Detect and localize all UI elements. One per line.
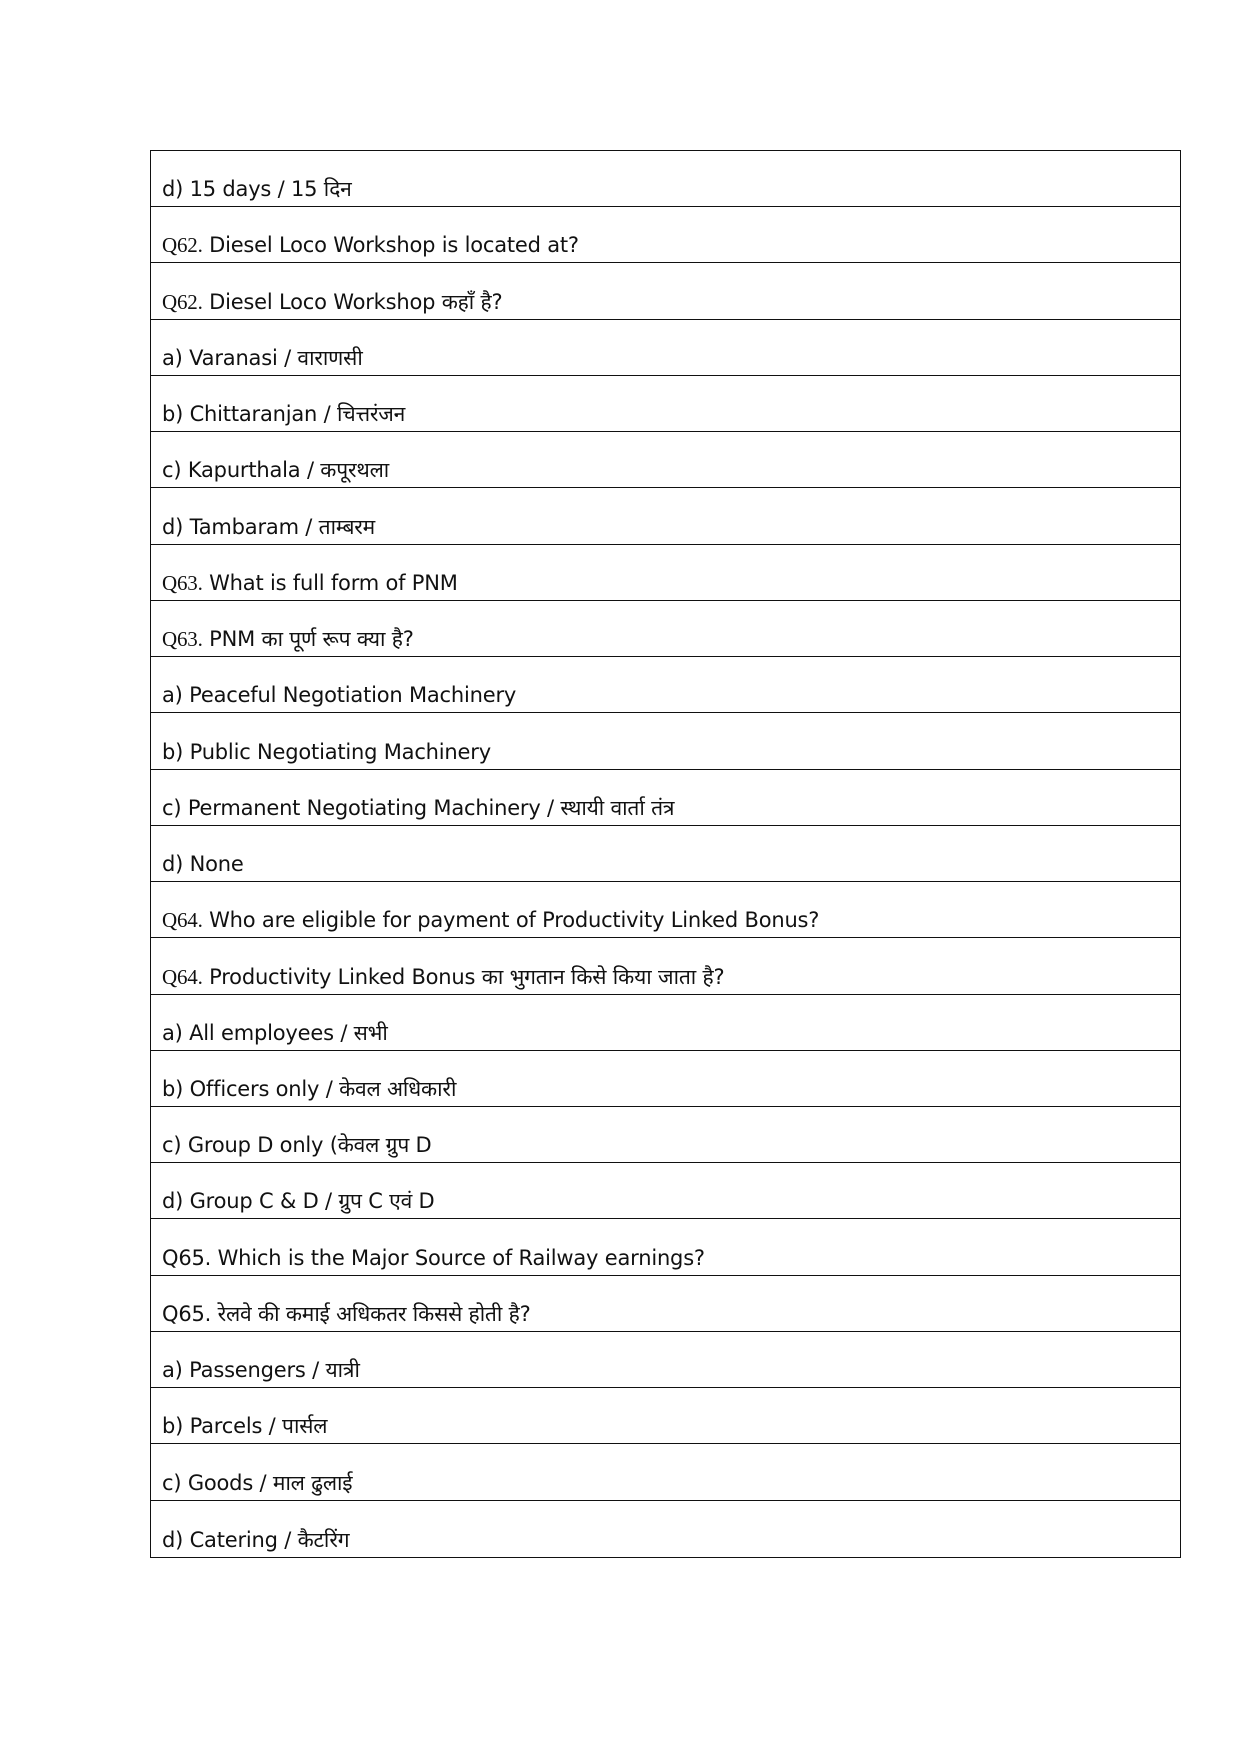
question-number: Q65. xyxy=(162,1301,212,1326)
row-text: b) Public Negotiating Machinery xyxy=(162,739,491,764)
question-row xyxy=(151,207,1180,263)
row-text: Productivity Linked Bonus का भुगतान किसे किया जाता है? xyxy=(202,964,725,989)
question-number: Q62. xyxy=(162,233,203,258)
option-row xyxy=(151,1444,1180,1500)
row-text: c) Group D only (केवल ग्रुप D xyxy=(162,1133,432,1158)
option-row xyxy=(151,826,1180,882)
row-text: b) Chittaranjan / चित्तरंजन xyxy=(162,402,406,427)
question-number: Q64. xyxy=(162,908,203,933)
row-text: b) Officers only / केवल अधिकारी xyxy=(162,1076,457,1101)
row-text: PNM का पूर्ण रूप क्या है? xyxy=(202,627,414,652)
question-table xyxy=(150,150,1181,1558)
question-number: Q62. xyxy=(162,289,203,314)
question-row xyxy=(151,1276,1180,1332)
question-number: Q64. xyxy=(162,964,203,989)
question-row xyxy=(151,1219,1180,1275)
option-row xyxy=(151,151,1180,207)
option-row xyxy=(151,995,1180,1051)
row-text: a) Peaceful Negotiation Machinery xyxy=(162,683,517,708)
option-row xyxy=(151,713,1180,769)
question-row xyxy=(151,601,1180,657)
row-text: d) Group C & D / ग्रुप C एवं D xyxy=(162,1189,435,1214)
option-row xyxy=(151,1107,1180,1163)
option-row xyxy=(151,488,1180,544)
row-text: Who are eligible for payment of Productivity Linked Bonus? xyxy=(202,908,820,933)
row-text: a) Passengers / यात्री xyxy=(162,1358,360,1383)
row-text: d) Tambaram / ताम्बरम xyxy=(162,514,376,539)
question-number: Q65. xyxy=(162,1245,212,1270)
option-row xyxy=(151,770,1180,826)
question-row xyxy=(151,882,1180,938)
row-text: c) Goods / माल ढुलाई xyxy=(162,1470,353,1495)
option-row xyxy=(151,1388,1180,1444)
question-number: Q63. xyxy=(162,627,203,652)
question-row xyxy=(151,545,1180,601)
row-text: Diesel Loco Workshop कहाँ है? xyxy=(202,289,503,314)
row-text: a) Varanasi / वाराणसी xyxy=(162,345,363,370)
row-text: c) Permanent Negotiating Machinery / स्थायी वार्ता तंत्र xyxy=(162,795,675,820)
row-text: a) All employees / सभी xyxy=(162,1020,388,1045)
question-row xyxy=(151,263,1180,319)
row-text: d) 15 days / 15 दिन xyxy=(162,177,352,202)
row-text: d) None xyxy=(162,852,244,877)
question-row xyxy=(151,938,1180,994)
option-row xyxy=(151,1051,1180,1107)
option-row xyxy=(151,657,1180,713)
question-number: Q63. xyxy=(162,570,203,595)
row-text: Which is the Major Source of Railway earnings? xyxy=(211,1245,705,1270)
row-text: d) Catering / कैटरिंग xyxy=(162,1527,350,1552)
row-text: c) Kapurthala / कपूरथला xyxy=(162,458,390,483)
row-text: Diesel Loco Workshop is located at? xyxy=(202,233,579,258)
row-text: What is full form of PNM xyxy=(202,570,458,595)
option-row xyxy=(151,376,1180,432)
option-row xyxy=(151,1501,1180,1557)
option-row xyxy=(151,320,1180,376)
option-row xyxy=(151,1163,1180,1219)
row-text: b) Parcels / पार्सल xyxy=(162,1414,328,1439)
option-row xyxy=(151,432,1180,488)
option-row xyxy=(151,1332,1180,1388)
row-text: रेलवे की कमाई अधिकतर किससे होती है? xyxy=(211,1301,531,1326)
